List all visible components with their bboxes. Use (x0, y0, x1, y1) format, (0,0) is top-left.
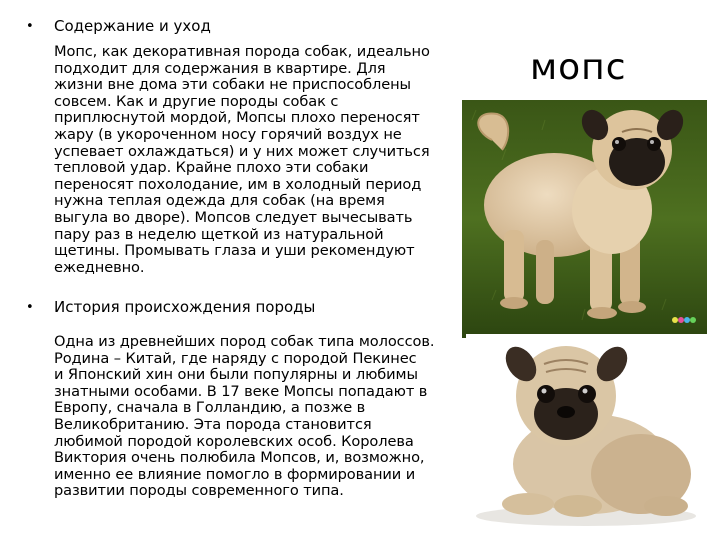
text-line: развитии породы современного типа. (54, 482, 344, 500)
history-paragraph (54, 334, 474, 500)
bullet-1: • (26, 19, 34, 34)
text-line: щетины. Промывать глаза и уши рекомендуют (54, 242, 415, 260)
bullet-2: • (26, 300, 34, 315)
text-line: приплюснутой мордой, Мопсы плохо переносят (54, 109, 420, 127)
care-paragraph (54, 44, 474, 276)
text-line: знатными особами. В 17 веке Мопсы попадают в (54, 382, 428, 400)
text-line: успевает охлаждаться) и у них может случиться (54, 142, 430, 160)
text-line: жизни вне дома эти собаки не приспособлены (54, 76, 411, 94)
text-line: и Японский хин они были популярны и любимы (54, 366, 418, 384)
text-line: именно ее влияние помогло в формировании и (54, 465, 416, 483)
text-line: Одна из древнейших пород собак типа молоссов. (54, 333, 435, 350)
text-line: Европу, сначала в Голландию, а позже в (54, 399, 366, 417)
text-line: любимой породой королевских особ. Королева (54, 432, 414, 450)
section-heading-care: Содержание и уход (54, 17, 211, 35)
text-line: Мопс, как декоративная порода собак, идеально (54, 43, 430, 60)
text-line: переносят похолодание, им в холодный период (54, 175, 422, 193)
text-line: нужна теплая одежда для собак (на время (54, 192, 385, 210)
text-line: жару (в укороченном носу горячий воздух не (54, 125, 402, 143)
text-line: Родина – Китай, где наряду с породой Пекинес (54, 349, 417, 367)
text-line: совсем. Как и другие породы собак с (54, 92, 339, 110)
text-line: подходит для содержания в квартире. Для (54, 59, 386, 77)
puppy-pug-photo (466, 334, 708, 530)
text-line: Великобританию. Эта порода становится (54, 415, 372, 433)
section-heading-history: История происхождения породы (54, 298, 316, 316)
text-line: выгула во дворе). Мопсов следует вычесывать (54, 208, 413, 226)
text-line: пару раз в неделю щеткой из натуральной (54, 225, 384, 243)
text-line: Виктория очень полюбила Мопсов, и, возможно, (54, 449, 425, 467)
text-line: ежедневно. (54, 258, 145, 276)
text-line: тепловой удар. Крайне плохо эти собаки (54, 159, 369, 177)
adult-pug-photo (462, 100, 707, 338)
page-title: мопс (530, 47, 627, 88)
